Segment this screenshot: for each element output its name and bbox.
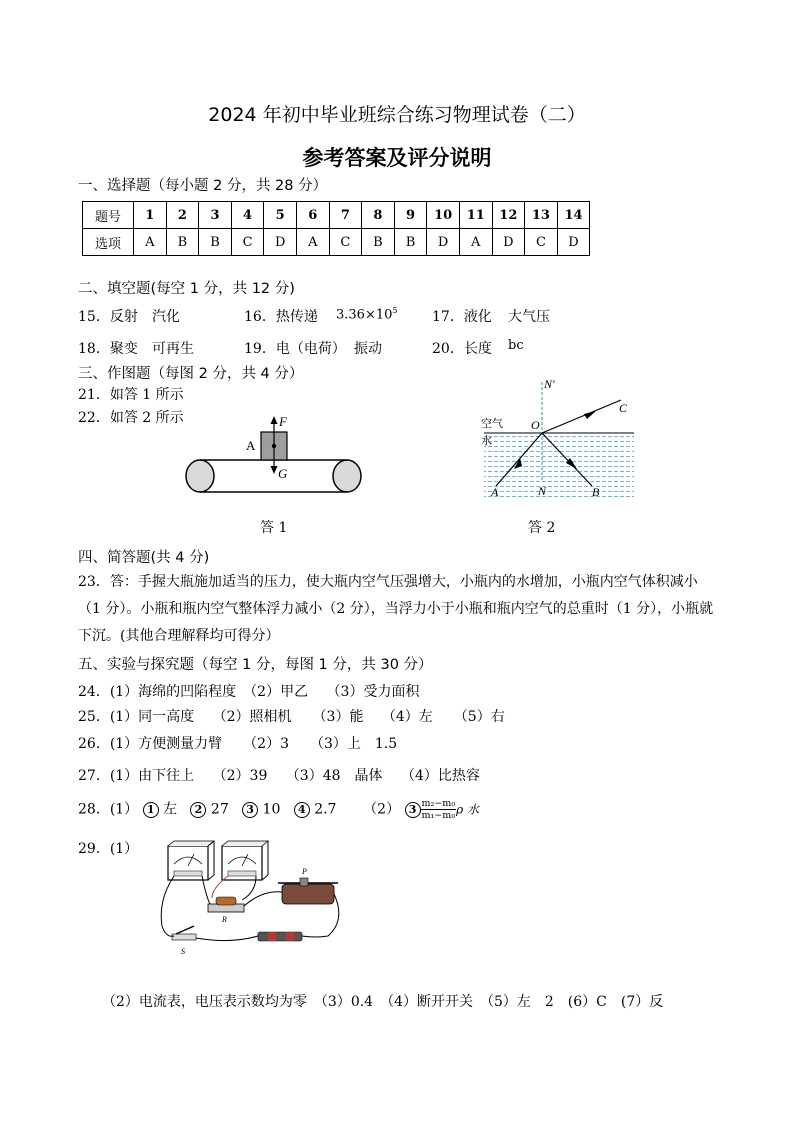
answer-option-cell: A bbox=[134, 229, 167, 256]
answer-option-cell: B bbox=[362, 229, 395, 256]
q16-answer: $3.36\times 10^5$ bbox=[336, 306, 398, 323]
question-number-cell: 10 bbox=[427, 202, 460, 229]
q28-answer: 28．(1） 1 左 2 27 3 10 4 2.7 （2） 3 $\frac{\text{m₂−m₀}}{\text{m₁−m₀}}$ ρ 水 bbox=[78, 798, 479, 821]
page-subtitle: 参考答案及评分说明 bbox=[302, 146, 492, 170]
q20-answer: bc bbox=[508, 338, 524, 353]
q19-label: 19．电（电荷） bbox=[244, 341, 346, 357]
q15-label: 15．反射 bbox=[78, 309, 138, 325]
question-number-cell: 3 bbox=[199, 202, 232, 229]
figure2-caption: 答 2 bbox=[528, 520, 556, 536]
q26-answer: 26．(1）方便测量力臂 （2）3 （3）上 1.5 bbox=[78, 736, 398, 752]
answer-option-cell: B bbox=[394, 229, 427, 256]
density-fraction: $\frac{\text{m₂−m₀}}{\text{m₁−m₀}}$ bbox=[421, 798, 456, 821]
section4-heading: 四、简答题(共 4 分) bbox=[78, 550, 210, 566]
question-number-cell: 11 bbox=[459, 202, 492, 229]
question-number-cell: 7 bbox=[329, 202, 362, 229]
page-title: 2024 年初中毕业班综合练习物理试卷（二） bbox=[208, 104, 586, 126]
answer-option-cell: C bbox=[525, 229, 558, 256]
label-water: 水 bbox=[481, 434, 492, 447]
question-number-cell: 8 bbox=[362, 202, 395, 229]
answer-option-cell: A bbox=[459, 229, 492, 256]
label-n-prime: N′ bbox=[544, 377, 555, 391]
answer-option-cell: C bbox=[329, 229, 362, 256]
q17-answer: 大气压 bbox=[508, 309, 550, 325]
circled-number-4: 4 bbox=[294, 802, 310, 818]
answer-option-cell: D bbox=[427, 229, 460, 256]
label-c: C bbox=[619, 401, 628, 415]
q17-label: 17．液化 bbox=[432, 309, 492, 325]
answer-option-cell: B bbox=[199, 229, 232, 256]
answer-option-cell: D bbox=[557, 229, 590, 256]
q27-answer: 27．(1）由下往上 （2）39 （3）48 晶体 （4）比热容 bbox=[78, 768, 480, 784]
figure1-caption: 答 1 bbox=[260, 520, 288, 536]
question-number-cell: 4 bbox=[231, 202, 264, 229]
question-number-cell: 9 bbox=[394, 202, 427, 229]
section5-heading: 五、实验与探究题（每空 1 分，每图 1 分，共 30 分） bbox=[78, 657, 433, 673]
label-g: G bbox=[278, 466, 288, 481]
q22-text: 22．如答 2 所示 bbox=[78, 410, 184, 426]
answer-option-cell: D bbox=[492, 229, 525, 256]
label-a2: A bbox=[491, 485, 499, 499]
answer-option-cell: A bbox=[296, 229, 329, 256]
label-p: P bbox=[302, 867, 307, 876]
row-label-number: 题号 bbox=[83, 202, 134, 229]
q20-label: 20．长度 bbox=[432, 341, 492, 357]
circled-number-2: 2 bbox=[190, 802, 206, 818]
label-b: B bbox=[592, 485, 600, 499]
row-label-option: 选项 bbox=[83, 229, 134, 256]
q18-answer: 可再生 bbox=[152, 341, 194, 357]
figure1-conveyor bbox=[180, 410, 370, 500]
q16-label: 16．热传递 bbox=[244, 309, 318, 325]
figure2-refraction bbox=[476, 374, 646, 504]
label-n: N bbox=[538, 484, 547, 498]
question-number-cell: 2 bbox=[166, 202, 199, 229]
q24-answer: 24．(1）海绵的凹陷程度 （2）甲乙 （3）受力面积 bbox=[78, 684, 420, 700]
label-a: A bbox=[246, 438, 256, 453]
circled-number-1: 1 bbox=[143, 802, 159, 818]
question-number-cell: 5 bbox=[264, 202, 297, 229]
question-number-cell: 1 bbox=[134, 202, 167, 229]
section2-heading: 二、填空题(每空 1 分，共 12 分) bbox=[78, 281, 295, 297]
q25-answer: 25．(1）同一高度 （2）照相机 （3）能 （4）左 （5）右 bbox=[78, 709, 505, 725]
section1-heading: 一、选择题（每小题 2 分，共 28 分） bbox=[78, 178, 328, 194]
circuit-figure bbox=[150, 840, 350, 958]
question-number-cell: 12 bbox=[492, 202, 525, 229]
q29-label: 29．(1） bbox=[78, 841, 139, 857]
question-number-cell: 13 bbox=[525, 202, 558, 229]
q19-answer: 振动 bbox=[354, 341, 382, 357]
circled-number-5: 3 bbox=[405, 802, 421, 818]
label-f: F bbox=[279, 414, 287, 429]
section3-heading: 三、作图题（每图 2 分，共 4 分） bbox=[78, 366, 304, 382]
q21-text: 21．如答 1 所示 bbox=[78, 387, 184, 403]
question-number-cell: 14 bbox=[557, 202, 590, 229]
circled-number-3: 3 bbox=[242, 802, 258, 818]
answer-table bbox=[82, 201, 590, 256]
answer-option-cell: C bbox=[231, 229, 264, 256]
label-air: 空气 bbox=[481, 417, 503, 430]
answer-option-cell: D bbox=[264, 229, 297, 256]
answer-option-cell: B bbox=[166, 229, 199, 256]
label-s: S bbox=[181, 947, 185, 956]
q18-label: 18．聚变 bbox=[78, 341, 138, 357]
label-r: R bbox=[222, 915, 227, 924]
question-number-cell: 6 bbox=[296, 202, 329, 229]
q29-answer: （2）电流表，电压表示数均为零 （3）0.4 （4）断开开关 （5）左 2 (6）C (7）反 bbox=[102, 994, 664, 1010]
q23-answer: 23．答：手握大瓶施加适当的压力，使大瓶内空气压强增大，小瓶内的水增加，小瓶内空气体积减小（1 分）。小瓶和瓶内空气整体浮力减小（2 分），当浮力小于小瓶和瓶内空气的总重时（1 分），小瓶就下沉。(其他合理解释均可得分） bbox=[78, 574, 714, 644]
q15-answer: 汽化 bbox=[152, 309, 180, 325]
label-o: O bbox=[531, 418, 540, 432]
